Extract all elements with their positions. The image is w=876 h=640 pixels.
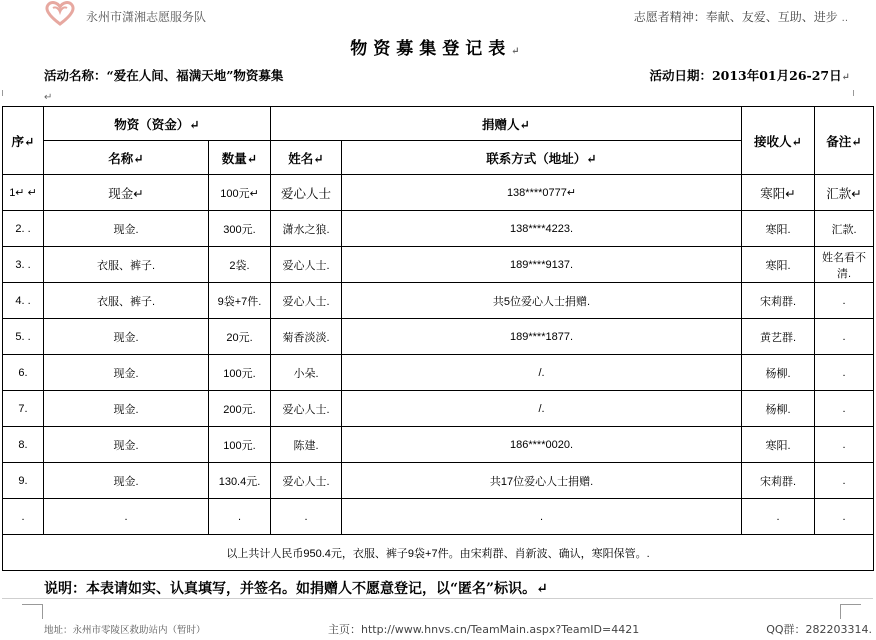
cell-name: 衣服、裤子. — [44, 247, 209, 283]
table-row — [3, 211, 874, 247]
footer-qq-group: QQ群：282203314. — [766, 623, 872, 636]
header-quantity: 数量↵ — [209, 141, 271, 175]
cell-receiver: 宋莉群. — [742, 283, 815, 319]
cell-name: 衣服、裤子. — [44, 283, 209, 319]
footer-address: 地址：永州市零陵区救助站内（暂时） — [44, 625, 206, 636]
cell-contact: 共5位爱心人士捐赠. — [342, 283, 742, 319]
cell-contact: . — [342, 499, 742, 535]
cell-donor: 爱心人士. — [271, 463, 342, 499]
cell-receiver: 寒阳↵ — [742, 175, 815, 211]
cell-donor: 陈建. — [271, 427, 342, 463]
cell-donor: 爱心人士. — [271, 283, 342, 319]
cell-seq: 9. — [3, 463, 44, 499]
cell-contact: 共17位爱心人士捐赠. — [342, 463, 742, 499]
donation-table — [2, 106, 874, 571]
table-row — [3, 391, 874, 427]
header-remark: 备注↵ — [815, 107, 874, 175]
cell-remark: . — [815, 499, 874, 535]
cell-donor: 潇水之狼. — [271, 211, 342, 247]
org-name: 永州市潇湘志愿服务队 — [86, 10, 207, 24]
activity-name: 活动名称：“爱在人间、福满天地”物资募集 — [44, 68, 284, 83]
cell-remark: 汇款↵ — [815, 175, 874, 211]
cell-name: . — [44, 499, 209, 535]
total-summary: 以上共计人民币950.4元，衣服、裤子9袋+7件。由宋莉群、肖新波、确认，寒阳保管。. — [3, 535, 874, 571]
cell-donor: . — [271, 499, 342, 535]
heart-ribbon-icon — [44, 0, 76, 26]
cell-remark: 姓名看不清. — [815, 247, 874, 283]
footer-divider — [2, 598, 873, 599]
cell-quantity: 200元. — [209, 391, 271, 427]
footer-homepage: 主页：http://www.hnvs.cn/TeamMain.aspx?TeamID=4421 — [328, 623, 640, 636]
cell-remark: 汇款. — [815, 211, 874, 247]
cell-receiver: 寒阳. — [742, 427, 815, 463]
cell-donor: 爱心人士. — [271, 247, 342, 283]
cell-remark: . — [815, 319, 874, 355]
header-donor-name: 姓名↵ — [271, 141, 342, 175]
document-title: 物资募集登记表↵ — [350, 39, 526, 59]
cell-receiver: 杨柳. — [742, 355, 815, 391]
cell-quantity: 300元. — [209, 211, 271, 247]
cell-contact: 138****0777↵ — [342, 175, 742, 211]
cell-seq: 1↵ ↵ — [3, 175, 44, 211]
cell-contact: 189****1877. — [342, 319, 742, 355]
cell-seq: 8. — [3, 427, 44, 463]
cell-donor: 小朵. — [271, 355, 342, 391]
cell-name: 现金↵ — [44, 175, 209, 211]
cell-receiver: . — [742, 499, 815, 535]
cell-remark: . — [815, 355, 874, 391]
cell-name: 现金. — [44, 391, 209, 427]
cell-contact: 189****9137. — [342, 247, 742, 283]
cell-receiver: 杨柳. — [742, 391, 815, 427]
cell-remark: . — [815, 463, 874, 499]
cell-receiver: 寒阳. — [742, 247, 815, 283]
cell-quantity: 2袋. — [209, 247, 271, 283]
cell-seq: 7. — [3, 391, 44, 427]
header-receiver: 接收人↵ — [742, 107, 815, 175]
total-row — [3, 535, 874, 571]
table-row — [3, 427, 874, 463]
cell-quantity: 100元. — [209, 427, 271, 463]
cell-remark: . — [815, 391, 874, 427]
activity-date: 活动日期：2013年01月26-27日↵ — [649, 68, 850, 83]
table-row — [3, 283, 874, 319]
cell-contact: /. — [342, 355, 742, 391]
cell-seq: 4. . — [3, 283, 44, 319]
cell-receiver: 黄艺群. — [742, 319, 815, 355]
volunteer-spirit: 志愿者精神：奉献、友爱、互助、进步 .. — [633, 10, 848, 24]
cell-contact: 186****0020. — [342, 427, 742, 463]
cell-quantity: . — [209, 499, 271, 535]
table-row — [3, 175, 874, 211]
instruction-note: 说明：本表请如实、认真填写，并签名。如捐赠人不愿意登记，以“匿名”标识。↵ — [44, 581, 548, 597]
cell-name: 现金. — [44, 211, 209, 247]
cell-name: 现金. — [44, 427, 209, 463]
cell-quantity: 9袋+7件. — [209, 283, 271, 319]
table-row — [3, 319, 874, 355]
cell-seq: 5. . — [3, 319, 44, 355]
corner-mark-bottom-right — [840, 604, 861, 619]
header-material-group: 物资（资金）↵ — [44, 107, 271, 141]
cell-receiver: 宋莉群. — [742, 463, 815, 499]
cell-quantity: 100元↵ — [209, 175, 271, 211]
cell-donor: 菊香淡淡. — [271, 319, 342, 355]
header-contact: 联系方式（地址）↵ — [342, 141, 742, 175]
cell-seq: . — [3, 499, 44, 535]
cell-seq: 2. . — [3, 211, 44, 247]
cell-seq: 3. . — [3, 247, 44, 283]
cell-name: 现金. — [44, 319, 209, 355]
cell-receiver: 寒阳. — [742, 211, 815, 247]
cell-contact: /. — [342, 391, 742, 427]
cell-quantity: 130.4元. — [209, 463, 271, 499]
corner-mark-top-right — [853, 90, 874, 96]
cell-remark: . — [815, 283, 874, 319]
header-name: 名称↵ — [44, 141, 209, 175]
corner-mark-top-left — [0, 90, 3, 96]
cell-remark: . — [815, 427, 874, 463]
cell-quantity: 20元. — [209, 319, 271, 355]
cell-quantity: 100元. — [209, 355, 271, 391]
paragraph-mark: ↵ — [44, 92, 53, 103]
cell-name: 现金. — [44, 463, 209, 499]
header-donor-group: 捐赠人↵ — [271, 107, 742, 141]
table-row — [3, 355, 874, 391]
cell-seq: 6. — [3, 355, 44, 391]
table-row — [3, 499, 874, 535]
cell-donor: 爱心人士 — [271, 175, 342, 211]
cell-contact: 138****4223. — [342, 211, 742, 247]
header-seq: 序↵ — [3, 107, 44, 175]
table-row — [3, 247, 874, 283]
corner-mark-bottom-left — [22, 604, 43, 619]
cell-donor: 爱心人士. — [271, 391, 342, 427]
cell-name: 现金. — [44, 355, 209, 391]
table-row — [3, 463, 874, 499]
